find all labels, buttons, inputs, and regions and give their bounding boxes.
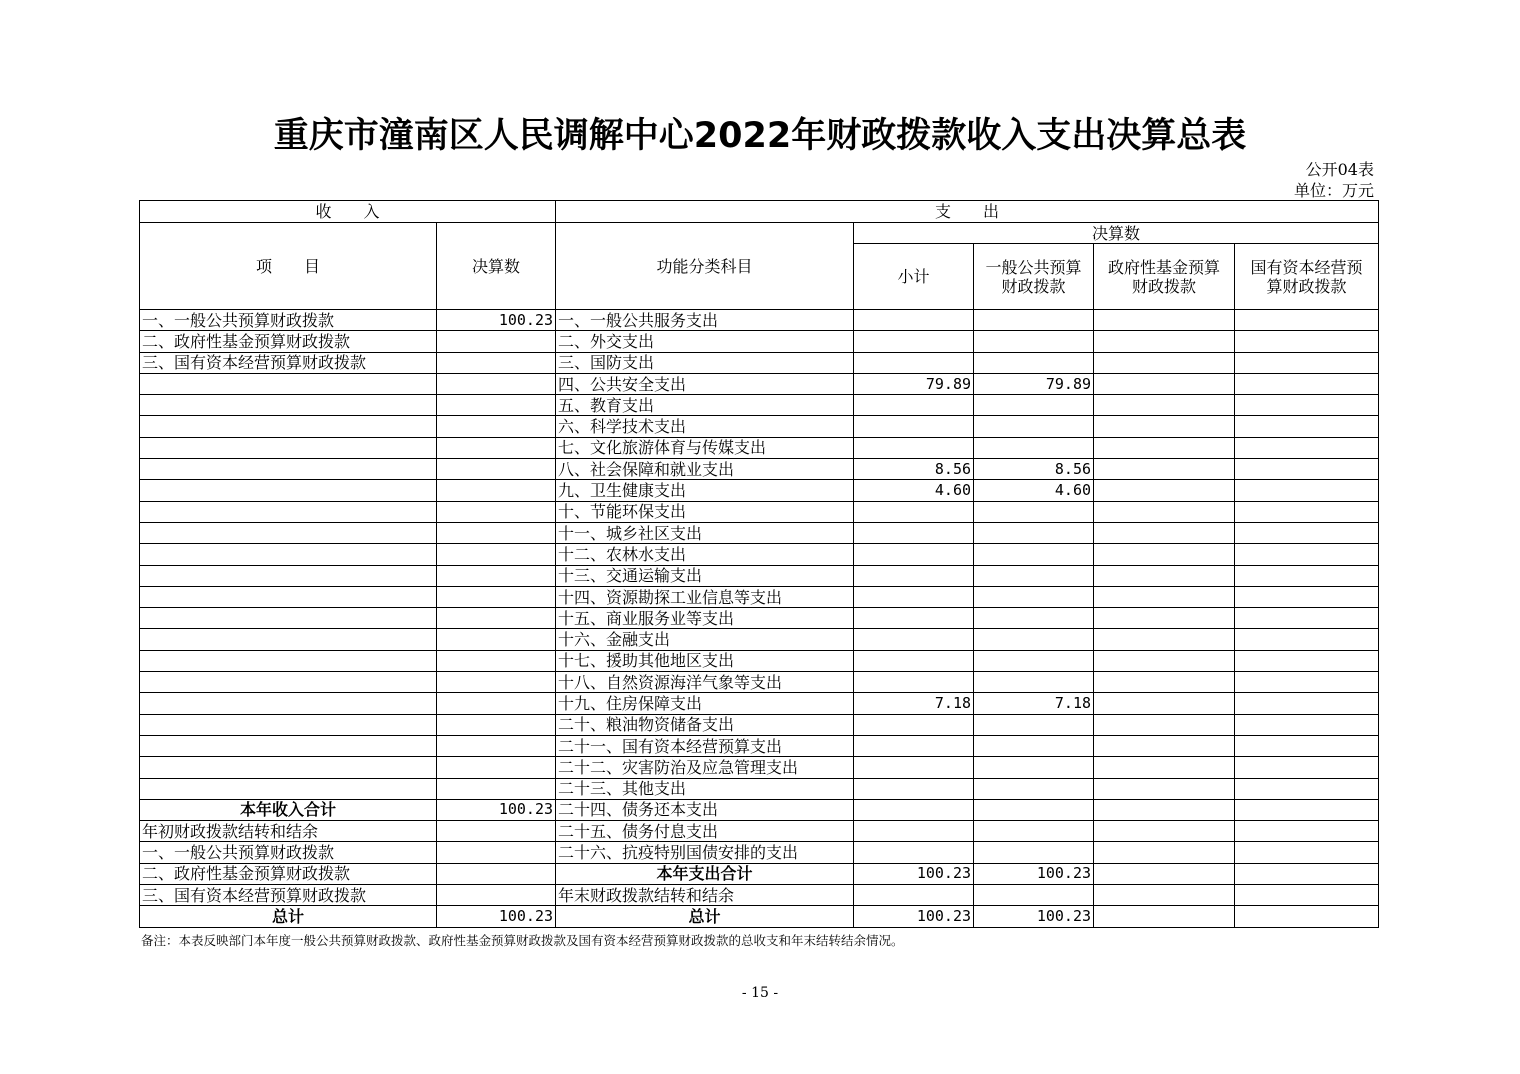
expense-item-cell: 七、文化旅游体育与传媒支出	[556, 437, 854, 458]
table-row	[140, 480, 1379, 501]
table-row	[140, 821, 1379, 842]
table-row	[140, 586, 1379, 607]
fund-budget-cell	[1094, 629, 1235, 650]
table-row	[140, 459, 1379, 480]
general-budget-cell	[974, 544, 1094, 565]
income-item-cell: 三、国有资本经营预算财政拨款	[140, 352, 437, 373]
fund-budget-cell	[1094, 672, 1235, 693]
subtotal-cell	[854, 544, 974, 565]
expense-item-cell: 六、科学技术支出	[556, 416, 854, 437]
income-amount-cell: 100.23	[437, 310, 556, 331]
general-budget-cell	[974, 395, 1094, 416]
fund-budget-cell	[1094, 544, 1235, 565]
fund-budget-cell	[1094, 757, 1235, 778]
subtotal-cell	[854, 821, 974, 842]
state-capital-cell	[1235, 501, 1379, 522]
table-row	[140, 373, 1379, 394]
income-item-cell	[140, 735, 437, 756]
expense-item-cell: 二十、粮油物资储备支出	[556, 714, 854, 735]
fund-budget-cell	[1094, 714, 1235, 735]
subtotal-cell: 8.56	[854, 459, 974, 480]
state-capital-cell	[1235, 650, 1379, 671]
table-row	[140, 544, 1379, 565]
expense-item-cell: 二、外交支出	[556, 331, 854, 352]
expense-item-cell: 二十六、抗疫特别国债安排的支出	[556, 842, 854, 863]
state-capital-cell	[1235, 693, 1379, 714]
income-amount-cell	[437, 522, 556, 543]
income-item-cell	[140, 714, 437, 735]
subtotal-cell	[854, 310, 974, 331]
subtotal-cell	[854, 416, 974, 437]
fund-budget-cell	[1094, 821, 1235, 842]
fund-budget-cell	[1094, 395, 1235, 416]
state-capital-cell	[1235, 778, 1379, 799]
table-row	[140, 650, 1379, 671]
state-capital-cell	[1235, 629, 1379, 650]
state-capital-cell	[1235, 714, 1379, 735]
general-budget-cell: 100.23	[974, 906, 1094, 927]
fund-budget-cell	[1094, 565, 1235, 586]
state-capital-header-line1: 国有资本经营预	[1250, 257, 1363, 277]
subtotal-cell	[854, 501, 974, 522]
table-row	[140, 714, 1379, 735]
income-item-cell	[140, 608, 437, 629]
income-item-cell	[140, 672, 437, 693]
category-header: 功能分类科目	[556, 223, 854, 310]
income-item-cell: 二、政府性基金预算财政拨款	[140, 331, 437, 352]
income-item-cell	[140, 373, 437, 394]
general-budget-cell	[974, 778, 1094, 799]
income-item-cell	[140, 416, 437, 437]
income-item-cell	[140, 629, 437, 650]
general-budget-cell	[974, 757, 1094, 778]
table-row	[140, 906, 1379, 927]
general-budget-cell	[974, 735, 1094, 756]
expense-item-cell: 十三、交通运输支出	[556, 565, 854, 586]
fund-budget-cell	[1094, 352, 1235, 373]
table-row	[140, 778, 1379, 799]
state-capital-cell	[1235, 757, 1379, 778]
state-capital-cell	[1235, 672, 1379, 693]
general-budget-cell	[974, 799, 1094, 820]
expense-item-cell: 十七、援助其他地区支出	[556, 650, 854, 671]
income-amount-cell: 100.23	[437, 906, 556, 927]
income-item-cell	[140, 522, 437, 543]
fund-budget-cell	[1094, 842, 1235, 863]
expense-item-cell: 十六、金融支出	[556, 629, 854, 650]
table-row	[140, 757, 1379, 778]
fund-budget-cell	[1094, 799, 1235, 820]
expense-item-cell: 九、卫生健康支出	[556, 480, 854, 501]
income-item-cell: 总计	[140, 906, 437, 927]
expense-item-cell: 三、国防支出	[556, 352, 854, 373]
expense-item-cell: 四、公共安全支出	[556, 373, 854, 394]
fund-budget-cell	[1094, 885, 1235, 906]
state-capital-cell	[1235, 821, 1379, 842]
state-capital-cell	[1235, 565, 1379, 586]
expense-item-cell: 五、教育支出	[556, 395, 854, 416]
income-amount-cell	[437, 693, 556, 714]
fund-budget-cell	[1094, 459, 1235, 480]
subtotal-cell	[854, 672, 974, 693]
general-budget-cell	[974, 714, 1094, 735]
fund-budget-cell	[1094, 906, 1235, 927]
income-item-cell: 三、国有资本经营预算财政拨款	[140, 885, 437, 906]
income-item-cell	[140, 693, 437, 714]
expense-item-cell: 二十四、债务还本支出	[556, 799, 854, 820]
fund-budget-header-line1: 政府性基金预算	[1108, 257, 1221, 277]
general-budget-cell	[974, 565, 1094, 586]
income-item-cell	[140, 480, 437, 501]
fund-budget-cell	[1094, 373, 1235, 394]
state-capital-cell	[1235, 544, 1379, 565]
subtotal-cell	[854, 395, 974, 416]
table-row	[140, 352, 1379, 373]
subtotal-cell	[854, 842, 974, 863]
footnote: 备注：本表反映部门本年度一般公共预算财政拨款、政府性基金预算财政拨款及国有资本经营预算财政拨款的总收支和年末结转结余情况。	[141, 933, 904, 948]
income-amount-cell	[437, 373, 556, 394]
general-budget-cell: 4.60	[974, 480, 1094, 501]
expense-item-cell: 十四、资源勘探工业信息等支出	[556, 586, 854, 607]
income-amount-cell: 100.23	[437, 799, 556, 820]
subtotal-cell	[854, 586, 974, 607]
income-item-cell	[140, 650, 437, 671]
income-amount-cell	[437, 608, 556, 629]
page-title: 重庆市潼南区人民调解中心2022年财政拨款收入支出决算总表	[273, 116, 1247, 156]
income-item-cell: 一、一般公共预算财政拨款	[140, 310, 437, 331]
expense-item-cell: 十二、农林水支出	[556, 544, 854, 565]
income-amount-cell	[437, 778, 556, 799]
subtotal-cell	[854, 352, 974, 373]
table-row	[140, 799, 1379, 820]
state-capital-cell	[1235, 331, 1379, 352]
table-row	[140, 522, 1379, 543]
subtotal-cell: 79.89	[854, 373, 974, 394]
general-budget-cell	[974, 522, 1094, 543]
income-amount-cell	[437, 885, 556, 906]
table-row	[140, 310, 1379, 331]
state-capital-cell	[1235, 885, 1379, 906]
subtotal-cell: 100.23	[854, 863, 974, 884]
expense-header: 支 出	[556, 201, 1379, 223]
state-capital-cell	[1235, 842, 1379, 863]
fund-budget-cell	[1094, 522, 1235, 543]
expense-item-cell: 本年支出合计	[556, 863, 854, 884]
table-row	[140, 885, 1379, 906]
fund-budget-cell	[1094, 416, 1235, 437]
page-number: - 15 -	[741, 985, 779, 1001]
income-amount-cell	[437, 544, 556, 565]
income-amount-cell	[437, 863, 556, 884]
income-item-cell: 二、政府性基金预算财政拨款	[140, 863, 437, 884]
income-amount-cell	[437, 714, 556, 735]
general-budget-header-line1: 一般公共预算	[985, 257, 1082, 277]
fund-budget-cell	[1094, 693, 1235, 714]
general-budget-cell	[974, 352, 1094, 373]
table-row	[140, 416, 1379, 437]
expense-item-cell: 十一、城乡社区支出	[556, 522, 854, 543]
general-budget-cell	[974, 416, 1094, 437]
subtotal-cell	[854, 565, 974, 586]
subtotal-cell	[854, 522, 974, 543]
general-budget-cell	[974, 821, 1094, 842]
income-item-cell	[140, 544, 437, 565]
state-capital-cell	[1235, 416, 1379, 437]
table-row	[140, 863, 1379, 884]
fund-budget-cell	[1094, 501, 1235, 522]
income-item-cell: 本年收入合计	[140, 799, 437, 820]
fund-budget-cell	[1094, 480, 1235, 501]
item-header: 项 目	[140, 223, 437, 310]
table-row	[140, 735, 1379, 756]
table-row	[140, 672, 1379, 693]
income-amount-cell	[437, 501, 556, 522]
income-amount-cell	[437, 629, 556, 650]
table-row	[140, 501, 1379, 522]
fund-budget-cell	[1094, 650, 1235, 671]
subtotal-cell	[854, 650, 974, 671]
state-capital-cell	[1235, 799, 1379, 820]
general-budget-cell	[974, 842, 1094, 863]
subtotal-cell: 100.23	[854, 906, 974, 927]
subtotal-cell	[854, 799, 974, 820]
income-amount-cell	[437, 842, 556, 863]
general-budget-cell	[974, 331, 1094, 352]
subtotal-cell: 7.18	[854, 693, 974, 714]
income-amount-cell	[437, 757, 556, 778]
table-row	[140, 629, 1379, 650]
table-row	[140, 842, 1379, 863]
table-row	[140, 608, 1379, 629]
income-amount-cell	[437, 437, 556, 458]
expense-item-cell: 十、节能环保支出	[556, 501, 854, 522]
unit-label: 单位：万元	[1293, 181, 1374, 200]
income-amount-cell	[437, 735, 556, 756]
general-budget-cell: 79.89	[974, 373, 1094, 394]
general-budget-cell: 7.18	[974, 693, 1094, 714]
state-capital-cell	[1235, 480, 1379, 501]
general-budget-cell	[974, 672, 1094, 693]
expense-item-cell: 总计	[556, 906, 854, 927]
income-amount-cell	[437, 395, 556, 416]
income-item-cell	[140, 757, 437, 778]
state-capital-cell	[1235, 310, 1379, 331]
fund-budget-header	[1094, 244, 1235, 310]
income-item-cell	[140, 395, 437, 416]
income-item-cell	[140, 501, 437, 522]
table-row	[140, 693, 1379, 714]
subtotal-cell	[854, 778, 974, 799]
state-capital-cell	[1235, 735, 1379, 756]
income-item-cell	[140, 778, 437, 799]
state-capital-cell	[1235, 437, 1379, 458]
table-row	[140, 565, 1379, 586]
final-group-header: 决算数	[854, 223, 1379, 244]
income-amount-cell	[437, 586, 556, 607]
state-capital-cell	[1235, 608, 1379, 629]
subtotal-cell	[854, 629, 974, 650]
general-budget-cell	[974, 650, 1094, 671]
income-amount-cell	[437, 459, 556, 480]
expense-item-cell: 二十一、国有资本经营预算支出	[556, 735, 854, 756]
fund-budget-cell	[1094, 437, 1235, 458]
table-row	[140, 331, 1379, 352]
subtotal-header: 小计	[854, 244, 974, 310]
general-budget-cell	[974, 629, 1094, 650]
subtotal-cell	[854, 735, 974, 756]
table-row	[140, 437, 1379, 458]
subtotal-cell	[854, 757, 974, 778]
expense-item-cell: 十九、住房保障支出	[556, 693, 854, 714]
subtotal-cell	[854, 437, 974, 458]
income-amount-cell	[437, 650, 556, 671]
expense-item-cell: 八、社会保障和就业支出	[556, 459, 854, 480]
income-item-cell	[140, 586, 437, 607]
income-item-cell	[140, 437, 437, 458]
general-budget-cell: 100.23	[974, 863, 1094, 884]
general-budget-cell	[974, 501, 1094, 522]
expense-item-cell: 十五、商业服务业等支出	[556, 608, 854, 629]
general-budget-header-line2: 财政拨款	[1001, 276, 1066, 296]
state-capital-cell	[1235, 863, 1379, 884]
subtotal-cell	[854, 608, 974, 629]
income-amount-cell	[437, 331, 556, 352]
income-amount-cell	[437, 480, 556, 501]
income-item-cell: 年初财政拨款结转和结余	[140, 821, 437, 842]
fund-budget-cell	[1094, 586, 1235, 607]
budget-summary-table	[139, 200, 1379, 928]
state-capital-cell	[1235, 352, 1379, 373]
expense-item-cell: 二十二、灾害防治及应急管理支出	[556, 757, 854, 778]
expense-item-cell: 十八、自然资源海洋气象等支出	[556, 672, 854, 693]
amount-header: 决算数	[437, 223, 556, 310]
expense-item-cell: 一、一般公共服务支出	[556, 310, 854, 331]
subtotal-cell: 4.60	[854, 480, 974, 501]
subtotal-cell	[854, 714, 974, 735]
general-budget-cell: 8.56	[974, 459, 1094, 480]
general-budget-cell	[974, 608, 1094, 629]
income-amount-cell	[437, 565, 556, 586]
fund-budget-cell	[1094, 735, 1235, 756]
income-header: 收 入	[140, 201, 556, 223]
state-capital-cell	[1235, 459, 1379, 480]
general-budget-cell	[974, 885, 1094, 906]
state-capital-cell	[1235, 373, 1379, 394]
fund-budget-cell	[1094, 778, 1235, 799]
state-capital-cell	[1235, 522, 1379, 543]
general-budget-header	[974, 244, 1094, 310]
state-capital-cell	[1235, 395, 1379, 416]
fund-budget-cell	[1094, 863, 1235, 884]
subtotal-cell	[854, 331, 974, 352]
income-item-cell	[140, 565, 437, 586]
expense-item-cell: 年末财政拨款结转和结余	[556, 885, 854, 906]
state-capital-cell	[1235, 906, 1379, 927]
fund-budget-cell	[1094, 608, 1235, 629]
expense-item-cell: 二十三、其他支出	[556, 778, 854, 799]
state-capital-header-line2: 算财政拨款	[1266, 276, 1347, 296]
income-amount-cell	[437, 416, 556, 437]
income-item-cell	[140, 459, 437, 480]
subtotal-cell	[854, 885, 974, 906]
fund-budget-header-line2: 财政拨款	[1132, 276, 1197, 296]
general-budget-cell	[974, 310, 1094, 331]
form-number: 公开04表	[1305, 160, 1374, 179]
income-amount-cell	[437, 821, 556, 842]
income-item-cell: 一、一般公共预算财政拨款	[140, 842, 437, 863]
state-capital-header	[1235, 244, 1379, 310]
income-amount-cell	[437, 352, 556, 373]
state-capital-cell	[1235, 586, 1379, 607]
income-amount-cell	[437, 672, 556, 693]
expense-item-cell: 二十五、债务付息支出	[556, 821, 854, 842]
general-budget-cell	[974, 586, 1094, 607]
table-row	[140, 395, 1379, 416]
fund-budget-cell	[1094, 331, 1235, 352]
fund-budget-cell	[1094, 310, 1235, 331]
general-budget-cell	[974, 437, 1094, 458]
